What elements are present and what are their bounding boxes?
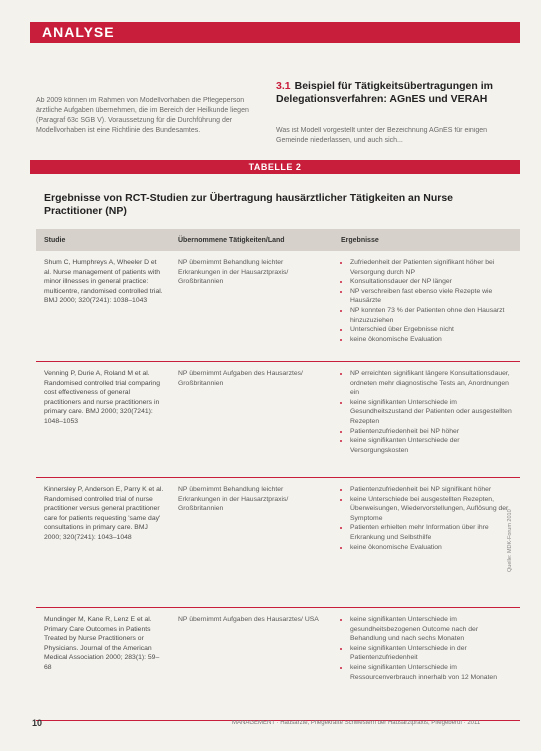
result-item: • Patientenzufriedenheit bei NP höher [350, 427, 514, 437]
result-item: • keine signifikanten Unterschiede in der Patientenzufriedenheit [350, 644, 514, 663]
table-label: TABELLE 2 [30, 160, 520, 174]
table-row [36, 478, 520, 608]
result-item: • keine signifikanten Unterschiede der Versorgungskosten [350, 436, 514, 455]
result-item: • Konsultationsdauer der NP länger [350, 277, 514, 287]
header-results: Ergebnisse [341, 236, 379, 244]
result-item: • keine signifikanten Unterschiede im Gesundheitszustand der Patienten oder ausgestellten Rezepten [350, 398, 514, 427]
result-item: • NP verschreiben fast ebenso viele Rezepte wie Hausärzte [350, 287, 514, 306]
header-study: Studie [44, 236, 66, 244]
result-item: • keine ökonomische Evaluation [350, 543, 514, 553]
section-title: Beispiel für Tätigkeitsübertragungen im Delegationsverfahren: AGnES und VERAH [276, 80, 493, 105]
result-item: • keine signifikanten Unterschiede im Ressourcenverbrauch innerhalb von 12 Monaten [350, 663, 514, 682]
result-item: • Patientenzufriedenheit bei NP signifikant höher [350, 485, 514, 495]
cell-study: Kinnersley P, Anderson E, Parry K et al. Randomised controlled trial of nurse practitioner versus general practitioner care for patients requesting 'same day' consultations in primary care. BMJ 2000; 320(7241): 1043–1048 [44, 486, 164, 541]
cell-tasks: NP übernimmt Aufgaben des Hausarztes/ USA [178, 616, 319, 623]
table-row [36, 251, 520, 362]
cell-tasks: NP übernimmt Behandlung leichter Erkrankungen in der Hausarztpraxis/ Großbritannien [178, 259, 289, 286]
result-item: • Unterschied über Ergebnisse nicht [350, 325, 514, 335]
section-number: 3.1 [276, 80, 291, 92]
intro-text-right: Was ist Modell vorgestellt unter der Bezeichnung AGnES für einigen Gemeinde niederlassen, und auch sich... [276, 127, 488, 144]
cell-tasks: NP übernimmt Behandlung leichter Erkrankungen in der Hausarztpraxis/ Großbritannien [178, 486, 289, 513]
section-label: ANALYSE [30, 22, 520, 43]
source-note: Quelle: MDK-Forum 2010 [507, 509, 513, 572]
result-item: • Patienten erhielten mehr Information über ihre Erkrankung und Selbsthilfe [350, 523, 514, 542]
result-item: • NP erreichten signifikant längere Konsultationsdauer, ordneten mehr diagnostische Tests an, Anordnungen ein [350, 369, 514, 398]
cell-study: Shum C, Humphreys A, Wheeler D et al. Nurse management of patients with minor illnesses in general practice: multicentre, randomised controlled trial. BMJ 2000; 320(7241): 1038–1043 [44, 259, 163, 305]
cell-study: Venning P, Durie A, Roland M et al. Randomised controlled trial comparing cost effectiveness of general practitioners and nurse practitioners in primary care. BMJ 2000; 320(7241): 1048–1053 [44, 370, 160, 425]
cell-study: Mundinger M, Kane R, Lenz E et al. Primary Care Outcomes in Patients Treated by Nurse Practitioners or Physicians. Journal of the American Medical Association 2000; 283(1): 59–68 [44, 616, 160, 671]
table-title: Ergebnisse von RCT-Studien zur Übertragung hausärztlicher Tätigkeiten an Nurse Practitioner (NP) [44, 192, 453, 217]
footer-text: MANAGEMENT · Hausärzte, Pflegekräfte Schwestern der Hausarztpraxis, Pflegeberuf · 2011 [232, 720, 481, 726]
table-row [36, 362, 520, 478]
result-item: • Zufriedenheit der Patienten signifikant höher bei Versorgung durch NP [350, 258, 514, 277]
result-item: • NP konnten 73 % der Patienten ohne den Hausarzt hinzuzuziehen [350, 306, 514, 325]
results-table [36, 229, 520, 721]
table-row [36, 608, 520, 721]
cell-results [333, 478, 520, 607]
table-header [36, 229, 520, 251]
result-item: • keine ökonomische Evaluation [350, 335, 514, 345]
page-number: 10 [32, 718, 43, 728]
result-item: • keine Unterschiede bei ausgestellten Rezepten, Überweisungen, Wiedervorstellungen, Auflösung der Symptome [350, 495, 514, 524]
cell-results [333, 362, 520, 477]
intro-text-left: Ab 2009 können im Rahmen von Modellvorhaben die Pflegeperson ärztliche Aufgaben übernehmen, die im Bereich der Heilkunde liegen (Paragraf 63c SGB V). Voraussetzung für die Durchführung der Modellvorhaben ist eine Richtlinie des Bundesamtes. [36, 97, 249, 134]
section-heading [276, 80, 516, 106]
header-tasks: Übernommene Tätigkeiten/Land [178, 236, 285, 244]
cell-results [333, 251, 520, 361]
cell-results [333, 608, 520, 720]
cell-tasks: NP übernimmt Aufgaben des Hausarztes/ Großbritannien [178, 370, 303, 387]
result-item: • keine signifikanten Unterschiede im gesundheitsbezogenen Outcome nach der Behandlung und nach sechs Monaten [350, 615, 514, 644]
